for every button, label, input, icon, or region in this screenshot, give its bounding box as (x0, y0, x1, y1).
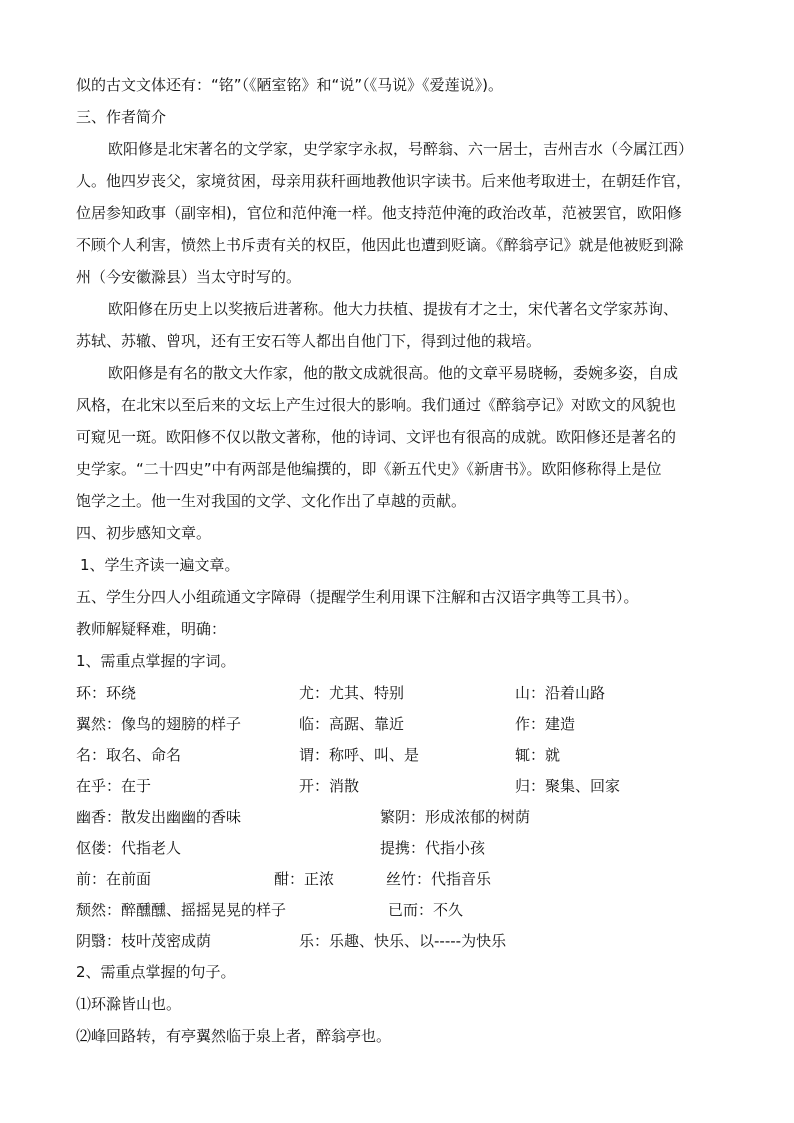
teacher-line: 教师解疑释难，明确： (76, 620, 227, 638)
author-para-1-line-2: 人。他四岁丧父，家境贫困，母亲用荻秆画地教他识字读书。后来他考取进士，在朝廷作官， (76, 172, 692, 190)
word-item: 翼然：像鸟的翅膀的样子 (76, 715, 242, 733)
section-3-heading: 三、作者简介 (76, 108, 167, 126)
word-item: 辄：就 (515, 746, 561, 764)
word-item: 在乎：在于 (76, 777, 152, 795)
word-item: 乐：乐趣、快乐、以-----为快乐 (299, 932, 507, 950)
author-para-1-line-3: 位居参知政事（副宰相)，官位和范仲淹一样。他支持范仲淹的政治改革，范被罢官，欧阳修 (76, 204, 682, 222)
words-heading: 1、需重点掌握的字词。 (76, 652, 236, 670)
intro-line: 似的古文文体还有：“铭”（《陋室铭》和“说”（《马说》《爱莲说》)。 (76, 76, 503, 94)
word-item: 阴翳：枝叶茂密成荫 (76, 932, 212, 950)
sentence-item-1: ⑴环滁皆山也。 (76, 995, 182, 1013)
author-para-2-line-2: 苏轼、苏辙、曾巩，还有王安石等人都出自他门下，得到过他的栽培。 (76, 332, 542, 350)
word-item: 作：建造 (515, 715, 576, 733)
section-5-heading: 五、学生分四人小组疏通文字障碍（提醒学生利用课下注解和古汉语字典等工具书）。 (76, 588, 639, 606)
word-item: 临：高踞、靠近 (299, 715, 405, 733)
word-item: 丝竹：代指音乐 (386, 870, 492, 888)
section-4-item-1: 1、学生齐读一遍文章。 (80, 556, 240, 574)
word-item: 开：消散 (299, 777, 360, 795)
word-item: 山：沿着山路 (515, 684, 606, 702)
word-item: 酣：正浓 (274, 870, 335, 888)
word-item: 前：在前面 (76, 870, 152, 888)
word-item: 归：聚集、回家 (515, 777, 621, 795)
word-item: 繁阴：形成浓郁的树荫 (380, 808, 531, 826)
word-item: 伛偻：代指老人 (76, 839, 182, 857)
author-para-1-line-5: 州（今安徽滁县）当太守时写的。 (76, 268, 302, 286)
word-item: 颓然：醉醺醺、摇摇晃晃的样子 (76, 901, 287, 919)
author-para-3-line-1: 欧阳修是有名的散文大作家，他的散文成就很高。他的文章平易晓畅，委婉多姿，自成 (108, 364, 679, 382)
word-item: 谓：称呼、叫、是 (299, 746, 420, 764)
word-item: 已而：不久 (388, 901, 464, 919)
author-para-1-line-4: 不顾个人利害，愤然上书斥责有关的权臣，他因此也遭到贬谪。《醉翁亭记》就是他被贬到滁 (76, 236, 684, 254)
author-para-1-line-1: 欧阳修是北宋著名的文学家，史学家字永叔，号醉翁、六一居士，吉州吉水（今属江西） (108, 140, 694, 158)
author-para-3-line-3: 可窥见一斑。欧阳修不仅以散文著称，他的诗词、文评也有很高的成就。欧阳修还是著名的 (76, 428, 677, 446)
sentences-heading: 2、需重点掌握的句子。 (76, 963, 236, 981)
sentence-item-2: ⑵峰回路转，有亭翼然临于泉上者，醉翁亭也。 (76, 1027, 392, 1045)
word-item: 尤：尤其、特别 (299, 684, 405, 702)
word-item: 名：取名、命名 (76, 746, 182, 764)
author-para-3-line-2: 风格，在北宋以至后来的文坛上产生过很大的影响。我们通过《醉翁亭记》对欧文的风貌也 (76, 396, 677, 414)
author-para-2-line-1: 欧阳修在历史上以奖掖后进著称。他大力扶植、提拔有才之士，宋代著名文学家苏询、 (108, 300, 679, 318)
word-item: 提携：代指小孩 (380, 839, 486, 857)
author-para-3-line-5: 饱学之土。他一生对我国的文学、文化作出了卓越的贡献。 (76, 492, 467, 510)
word-item: 幽香：散发出幽幽的香味 (76, 808, 242, 826)
section-4-heading: 四、初步感知文章。 (76, 524, 212, 542)
author-para-3-line-4: 史学家。“二十四史”中有两部是他编撰的，即《新五代史》《新唐书》。欧阳修称得上是位 (76, 460, 662, 478)
word-item: 环：环绕 (76, 684, 137, 702)
